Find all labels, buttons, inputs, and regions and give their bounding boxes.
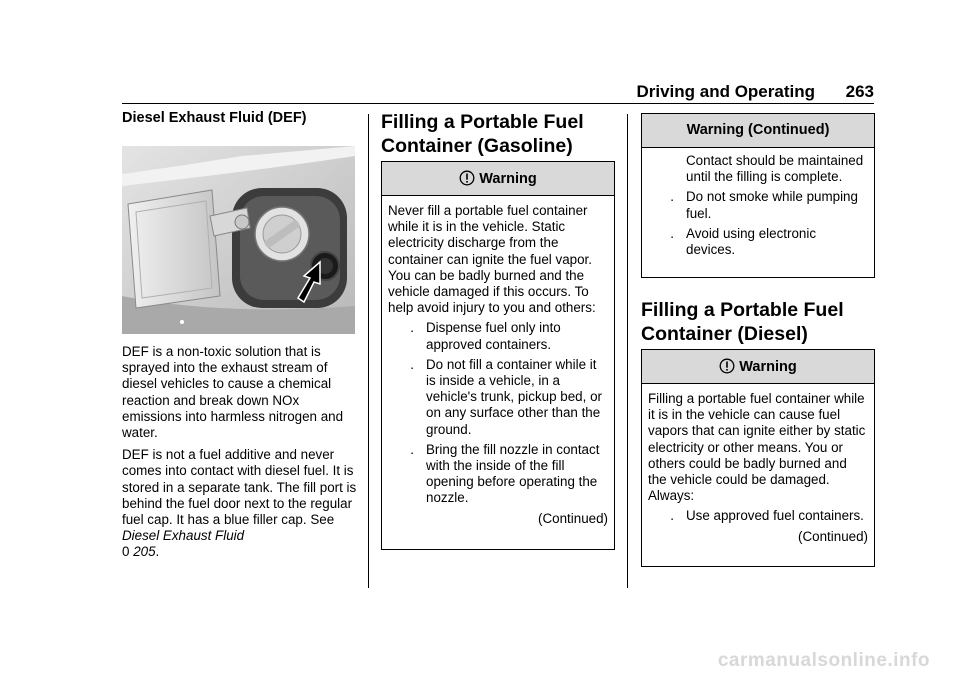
xref-link-def[interactable]: Diesel Exhaust Fluid <box>122 528 245 544</box>
warning-icon <box>459 165 475 200</box>
gasoline-heading: Filling a Portable Fuel Container (Gasoline) <box>381 111 584 157</box>
section-title: Driving and Operating <box>636 82 815 101</box>
def-para-2 <box>122 447 357 560</box>
column-divider-1 <box>368 114 369 588</box>
bullet-text: Do not fill a container while it is inside a vehicle, in a vehicle's trunk, pickup bed, or on any surface other than the ground. <box>426 356 602 437</box>
xref-page-205[interactable]: 205 <box>133 544 156 560</box>
bullet-text: Dispense fuel only into approved containers. <box>426 320 561 352</box>
warning-body <box>642 384 874 545</box>
bullet-symbol: . <box>410 356 414 372</box>
warning-text: Filling a portable fuel container while it is in the vehicle can cause fuel vapors that can ignite either by static electricity or other means. You or others could be badly burned and the vehicle could be damaged. Always: <box>648 391 866 504</box>
fuel-door-illustration <box>122 146 355 334</box>
warning-icon <box>719 353 735 388</box>
continued-label: (Continued) <box>798 528 868 544</box>
bullet-symbol: . <box>410 320 414 336</box>
def-heading: Diesel Exhaust Fluid (DEF) <box>122 110 307 126</box>
bullet-item <box>648 508 868 524</box>
bullet-text: Use approved fuel containers. <box>686 508 864 524</box>
fuel-door-photo <box>122 146 355 334</box>
page-ref-symbol: 0 <box>122 544 130 560</box>
column-3 <box>641 298 876 346</box>
bullet-item <box>388 442 608 507</box>
def-para-2-text: DEF is not a fuel additive and never comes into contact with diesel fuel. It is stored in a separate tank. The fill port is behind the fuel door next to the regular fuel cap. It has a blue filler cap. See <box>122 447 357 528</box>
bullet-symbol: . <box>670 189 674 205</box>
warning-continued-header: Warning (Continued) <box>642 114 874 148</box>
bullet-text: Do not smoke while pumping fuel. <box>686 189 858 221</box>
column-1 <box>122 110 357 126</box>
bullet-item <box>648 226 868 258</box>
column-divider-2 <box>627 114 628 588</box>
warning-continued-body <box>642 148 874 258</box>
diesel-heading: Filling a Portable Fuel Container (Diesel) <box>641 299 844 345</box>
bullet-text: Bring the fill nozzle in contact with the inside of the fill opening before operating the nozzle. <box>426 441 600 506</box>
continued-text: Contact should be maintained until the filling is complete. <box>686 153 864 185</box>
page-number: 263 <box>845 82 874 101</box>
warning-title: Warning <box>739 359 797 375</box>
column-2 <box>381 110 616 158</box>
bullet-symbol: . <box>670 225 674 241</box>
column-1-text <box>122 344 357 567</box>
warning-body <box>382 196 614 527</box>
warning-text: Never fill a portable fuel container while it is in the vehicle. Static electricity discharge from the container can ignite the fuel vapor. You can be badly burned and the vehicle damaged if this occurs. To help avoid injury to you and others: <box>388 203 596 316</box>
def-para-2-end: . <box>155 544 160 560</box>
warning-header <box>642 350 874 384</box>
watermark: carmanualsonline.info <box>717 650 930 671</box>
bullet-item <box>388 357 608 438</box>
warning-title: Warning <box>479 171 537 187</box>
bullet-symbol: . <box>670 508 674 524</box>
header-rule <box>122 103 874 104</box>
diesel-warning-box <box>641 349 875 567</box>
continued-label: (Continued) <box>538 510 608 526</box>
warning-header <box>382 162 614 196</box>
bullet-symbol: . <box>410 441 414 457</box>
bullet-text: Avoid using electronic devices. <box>686 225 817 258</box>
continued-text-item <box>648 153 868 185</box>
bullet-item <box>388 320 608 352</box>
gasoline-warning-box <box>381 161 615 550</box>
bullet-item <box>648 189 868 221</box>
warning-continued-box <box>641 113 875 278</box>
def-para-1: DEF is a non-toxic solution that is sprayed into the exhaust stream of diesel vehicles to cause a chemical reaction and break down NOx emissions into harmless nitrogen and water. <box>122 344 344 441</box>
